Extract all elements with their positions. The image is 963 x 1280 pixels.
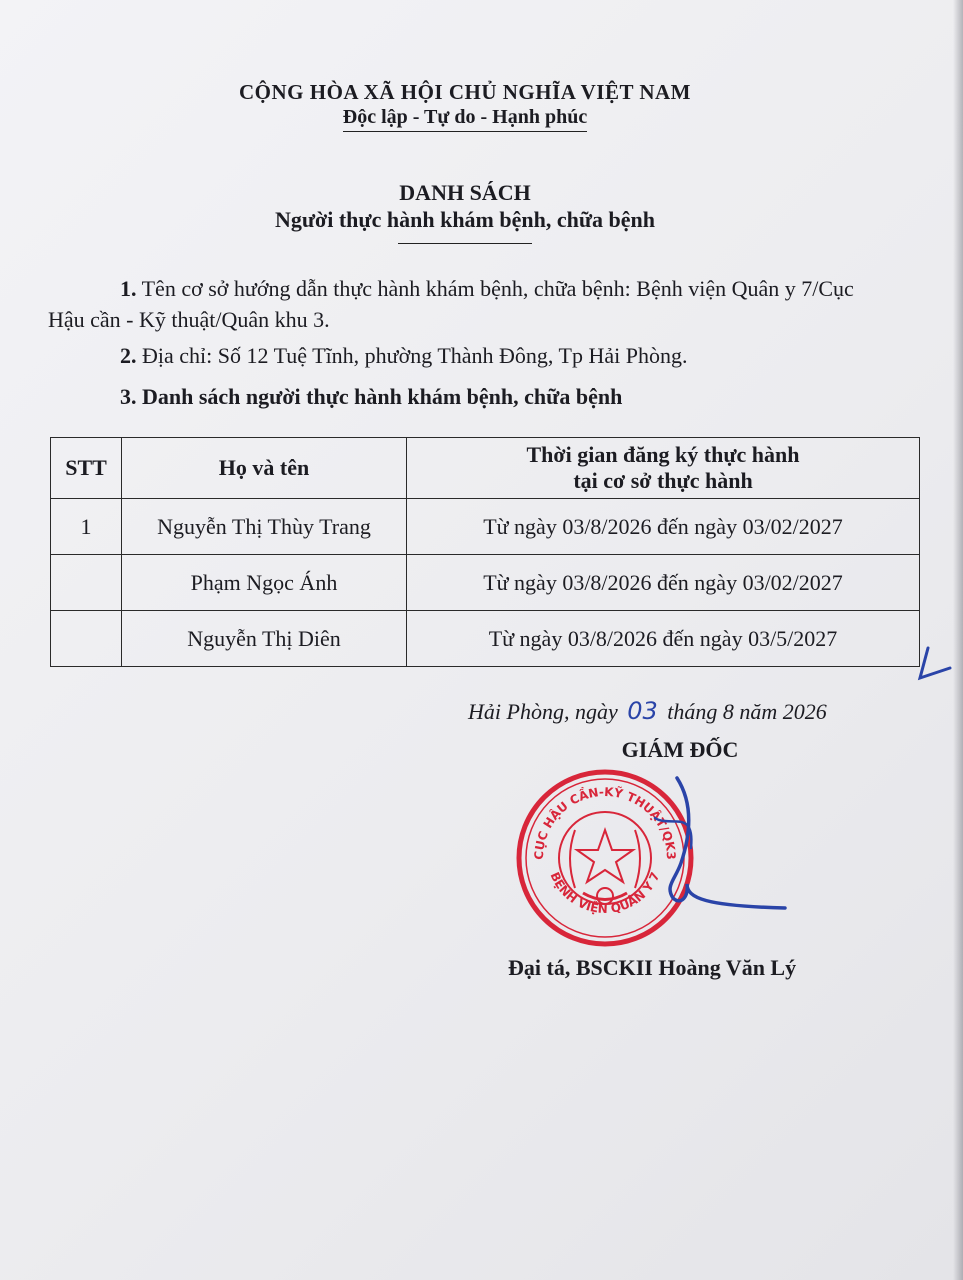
- row-period: Từ ngày 03/8/2026 đến ngày 03/5/2027: [407, 611, 920, 667]
- item-2-number: 2.: [120, 343, 137, 368]
- title-underline: [398, 243, 532, 244]
- table-row: [51, 499, 920, 555]
- item-1-number: 1.: [120, 276, 137, 301]
- svg-text:BỆNH VIỆN QUÂN Y 7: [547, 870, 662, 916]
- national-title: CỘNG HÒA XÃ HỘI CHỦ NGHĨA VIỆT NAM: [238, 80, 692, 104]
- header-name: Họ và tên: [122, 438, 407, 499]
- signer-name: Đại tá, BSCKII Hoàng Văn Lý: [508, 955, 797, 980]
- row-period: Từ ngày 03/8/2026 đến ngày 03/02/2027: [407, 499, 920, 555]
- document-title: DANH SÁCH: [399, 180, 531, 205]
- date-day-handwritten: 03: [627, 697, 658, 725]
- official-seal-icon: [505, 758, 805, 958]
- row-name: Nguyễn Thị Diên: [122, 611, 407, 667]
- row-stt: [51, 611, 122, 667]
- item-3: 3. Danh sách người thực hành khám bệnh, chữa bệnh: [120, 384, 623, 409]
- row-name: Phạm Ngọc Ánh: [122, 555, 407, 611]
- table-header-row: [51, 438, 920, 499]
- signing-place-date: [468, 697, 827, 725]
- signer-role: GIÁM ĐỐC: [621, 737, 739, 762]
- table-row: [51, 555, 920, 611]
- seal-bottom-text: BỆNH VIỆN QUÂN Y 7: [547, 869, 663, 917]
- svg-text:CỤC HẬU CẦN-KỸ THUẬT/QK3: [532, 784, 678, 859]
- item-1: [48, 273, 878, 335]
- header-time-line2: tại cơ sở thực hành: [573, 468, 753, 493]
- motto-wrap: [0, 106, 930, 132]
- date-suffix: tháng 8 năm 2026: [667, 699, 827, 724]
- date-prefix: Hải Phòng, ngày: [468, 699, 618, 724]
- row-name: Nguyễn Thị Thùy Trang: [122, 499, 407, 555]
- header-stt: STT: [51, 438, 122, 499]
- header-time-line1: Thời gian đăng ký thực hành: [526, 442, 800, 467]
- item-2: [120, 340, 880, 371]
- practitioner-table: [50, 437, 920, 667]
- check-mark-icon: [910, 640, 960, 685]
- row-stt: [51, 555, 122, 611]
- row-period: Từ ngày 03/8/2026 đến ngày 03/02/2027: [407, 555, 920, 611]
- item-2-text: Địa chỉ: Số 12 Tuệ Tĩnh, phường Thành Đông, Tp Hải Phòng.: [142, 343, 688, 368]
- seal-top-text: CỤC HẬU CẦN-KỸ THUẬT/QK3: [531, 784, 679, 860]
- table-row: [51, 611, 920, 667]
- item-1-text: Tên cơ sở hướng dẫn thực hành khám bệnh, chữa bệnh: Bệnh viện Quân y 7/Cục Hậu cần - Kỹ thuật/Quân khu 3.: [48, 276, 854, 332]
- row-stt: 1: [51, 499, 122, 555]
- header-time: [407, 438, 920, 499]
- national-motto: Độc lập - Tự do - Hạnh phúc: [343, 106, 587, 132]
- document-subtitle: Người thực hành khám bệnh, chữa bệnh: [274, 207, 656, 232]
